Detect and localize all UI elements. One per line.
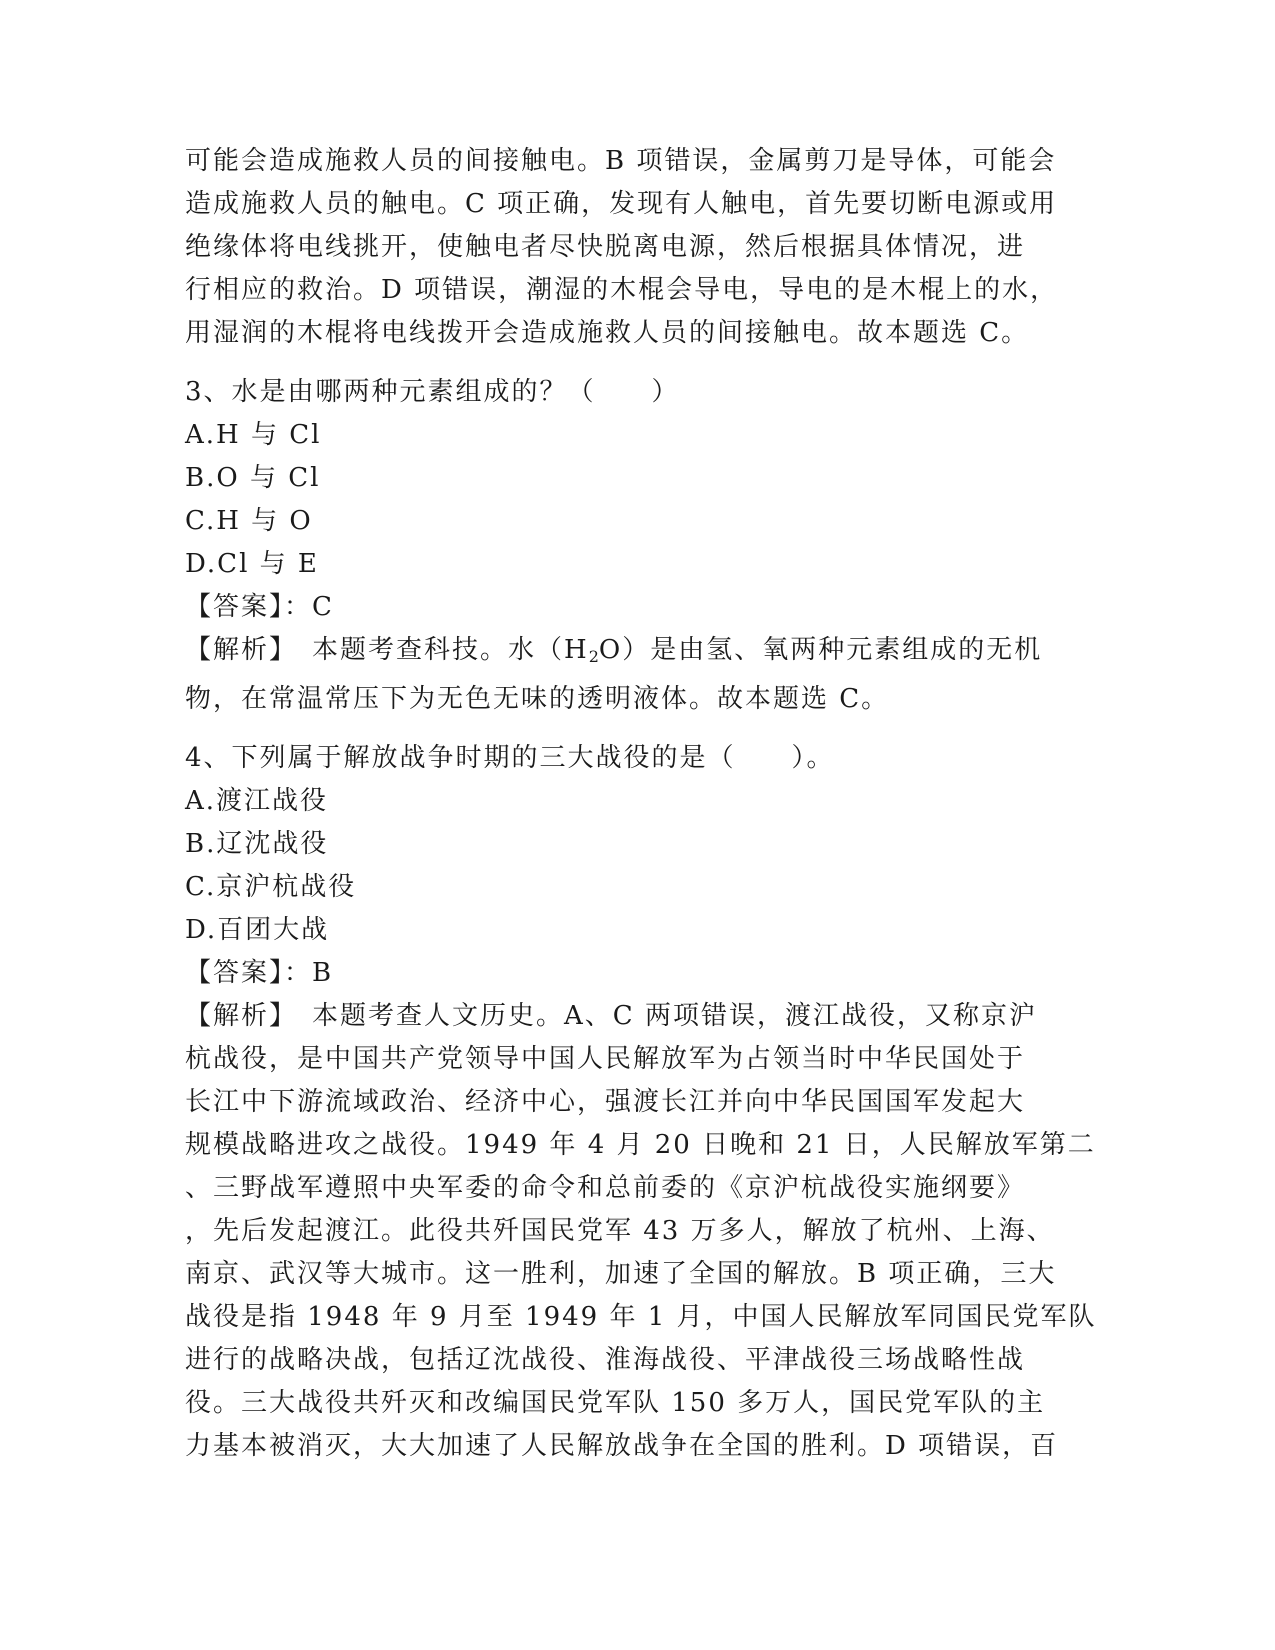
analysis-label: 【解析】: [185, 1001, 285, 1031]
document-page: [185, 140, 1097, 1468]
answer-label: 【答案】：: [185, 592, 313, 622]
analysis-line: 杭战役，是中国共产党领导中国人民解放军为占领当时中华民国处于: [185, 1044, 1026, 1074]
analysis: [185, 995, 1097, 1468]
text-line: 造成施救人员的触电。C 项正确，发现有人触电，首先要切断电源或用: [185, 189, 1058, 219]
subscript: 2: [588, 647, 599, 666]
analysis-line: [185, 995, 1085, 1038]
option-b: B.辽沈战役: [185, 829, 329, 859]
analysis-line: [185, 629, 1085, 678]
answer-line: [185, 586, 1085, 629]
spacer: [185, 721, 1085, 737]
analysis-label: 【解析】: [185, 635, 285, 665]
analysis-line: ，先后发起渡江。此役共歼国民党军 43 万多人，解放了杭州、上海、: [185, 1216, 1055, 1246]
answer-value: C: [312, 592, 334, 622]
analysis: [185, 629, 1085, 721]
option-d: D.百团大战: [185, 915, 330, 945]
analysis-line: 物，在常温常压下为无色无味的透明液体。故本题选 C。: [185, 684, 890, 714]
analysis-line: 、三野战军遵照中央军委的命令和总前委的《京沪杭战役实施纲要》: [185, 1173, 1026, 1203]
analysis-text: 本题考查人文历史。A、C 两项错误，渡江战役，又称京沪: [284, 1001, 1037, 1031]
question-4: [185, 737, 1097, 1468]
option-a: A.渡江战役: [185, 786, 329, 816]
analysis-line: 进行的战略决战，包括辽沈战役、淮海战役、平津战役三场战略性战: [185, 1345, 1026, 1375]
previous-explanation: [185, 140, 1085, 355]
question-3: [185, 371, 1085, 721]
analysis-line: 长江中下游流域政治、经济中心，强渡长江并向中华民国国军发起大: [185, 1087, 1026, 1117]
analysis-line: 南京、武汉等大城市。这一胜利，加速了全国的解放。B 项正确，三大: [185, 1259, 1057, 1289]
analysis-line: 战役是指 1948 年 9 月至 1949 年 1 月，中国人民解放军同国民党军队: [185, 1302, 1097, 1332]
analysis-line: 规模战略进攻之战役。1949 年 4 月 20 日晚和 21 日，人民解放军第二: [185, 1130, 1096, 1160]
answer-line: [185, 952, 1085, 995]
analysis-line: 力基本被消灭，大大加速了人民解放战争在全国的胜利。D 项错误，百: [185, 1431, 1059, 1461]
spacer: [185, 355, 1085, 371]
option-a: A.H 与 Cl: [185, 420, 322, 450]
text-line: 用湿润的木棍将电线拨开会造成施救人员的间接触电。故本题选 C。: [185, 318, 1030, 348]
analysis-text: 本题考查科技。水（H: [284, 635, 589, 665]
analysis-text: O）是由氢、氧两种元素组成的无机: [598, 635, 1043, 665]
option-c: C.H 与 O: [185, 506, 313, 536]
question-title: 4、下列属于解放战争时期的三大战役的是（ ）。: [185, 743, 835, 773]
analysis-line: 役。三大战役共歼灭和改编国民党军队 150 多万人，国民党军队的主: [185, 1388, 1046, 1418]
text-line: 可能会造成施救人员的间接触电。B 项错误，金属剪刀是导体，可能会: [185, 146, 1057, 176]
text-line: 绝缘体将电线挑开，使触电者尽快脱离电源，然后根据具体情况，进: [185, 232, 1026, 262]
text-line: 行相应的救治。D 项错误，潮湿的木棍会导电，导电的是木棍上的水，: [185, 275, 1059, 305]
answer-label: 【答案】：: [185, 958, 313, 988]
option-b: B.O 与 Cl: [185, 463, 321, 493]
answer-value: B: [312, 958, 334, 988]
option-d: D.Cl 与 E: [185, 549, 319, 579]
question-title: 3、水是由哪两种元素组成的？（ ）: [185, 377, 680, 407]
option-c: C.京沪杭战役: [185, 872, 357, 902]
